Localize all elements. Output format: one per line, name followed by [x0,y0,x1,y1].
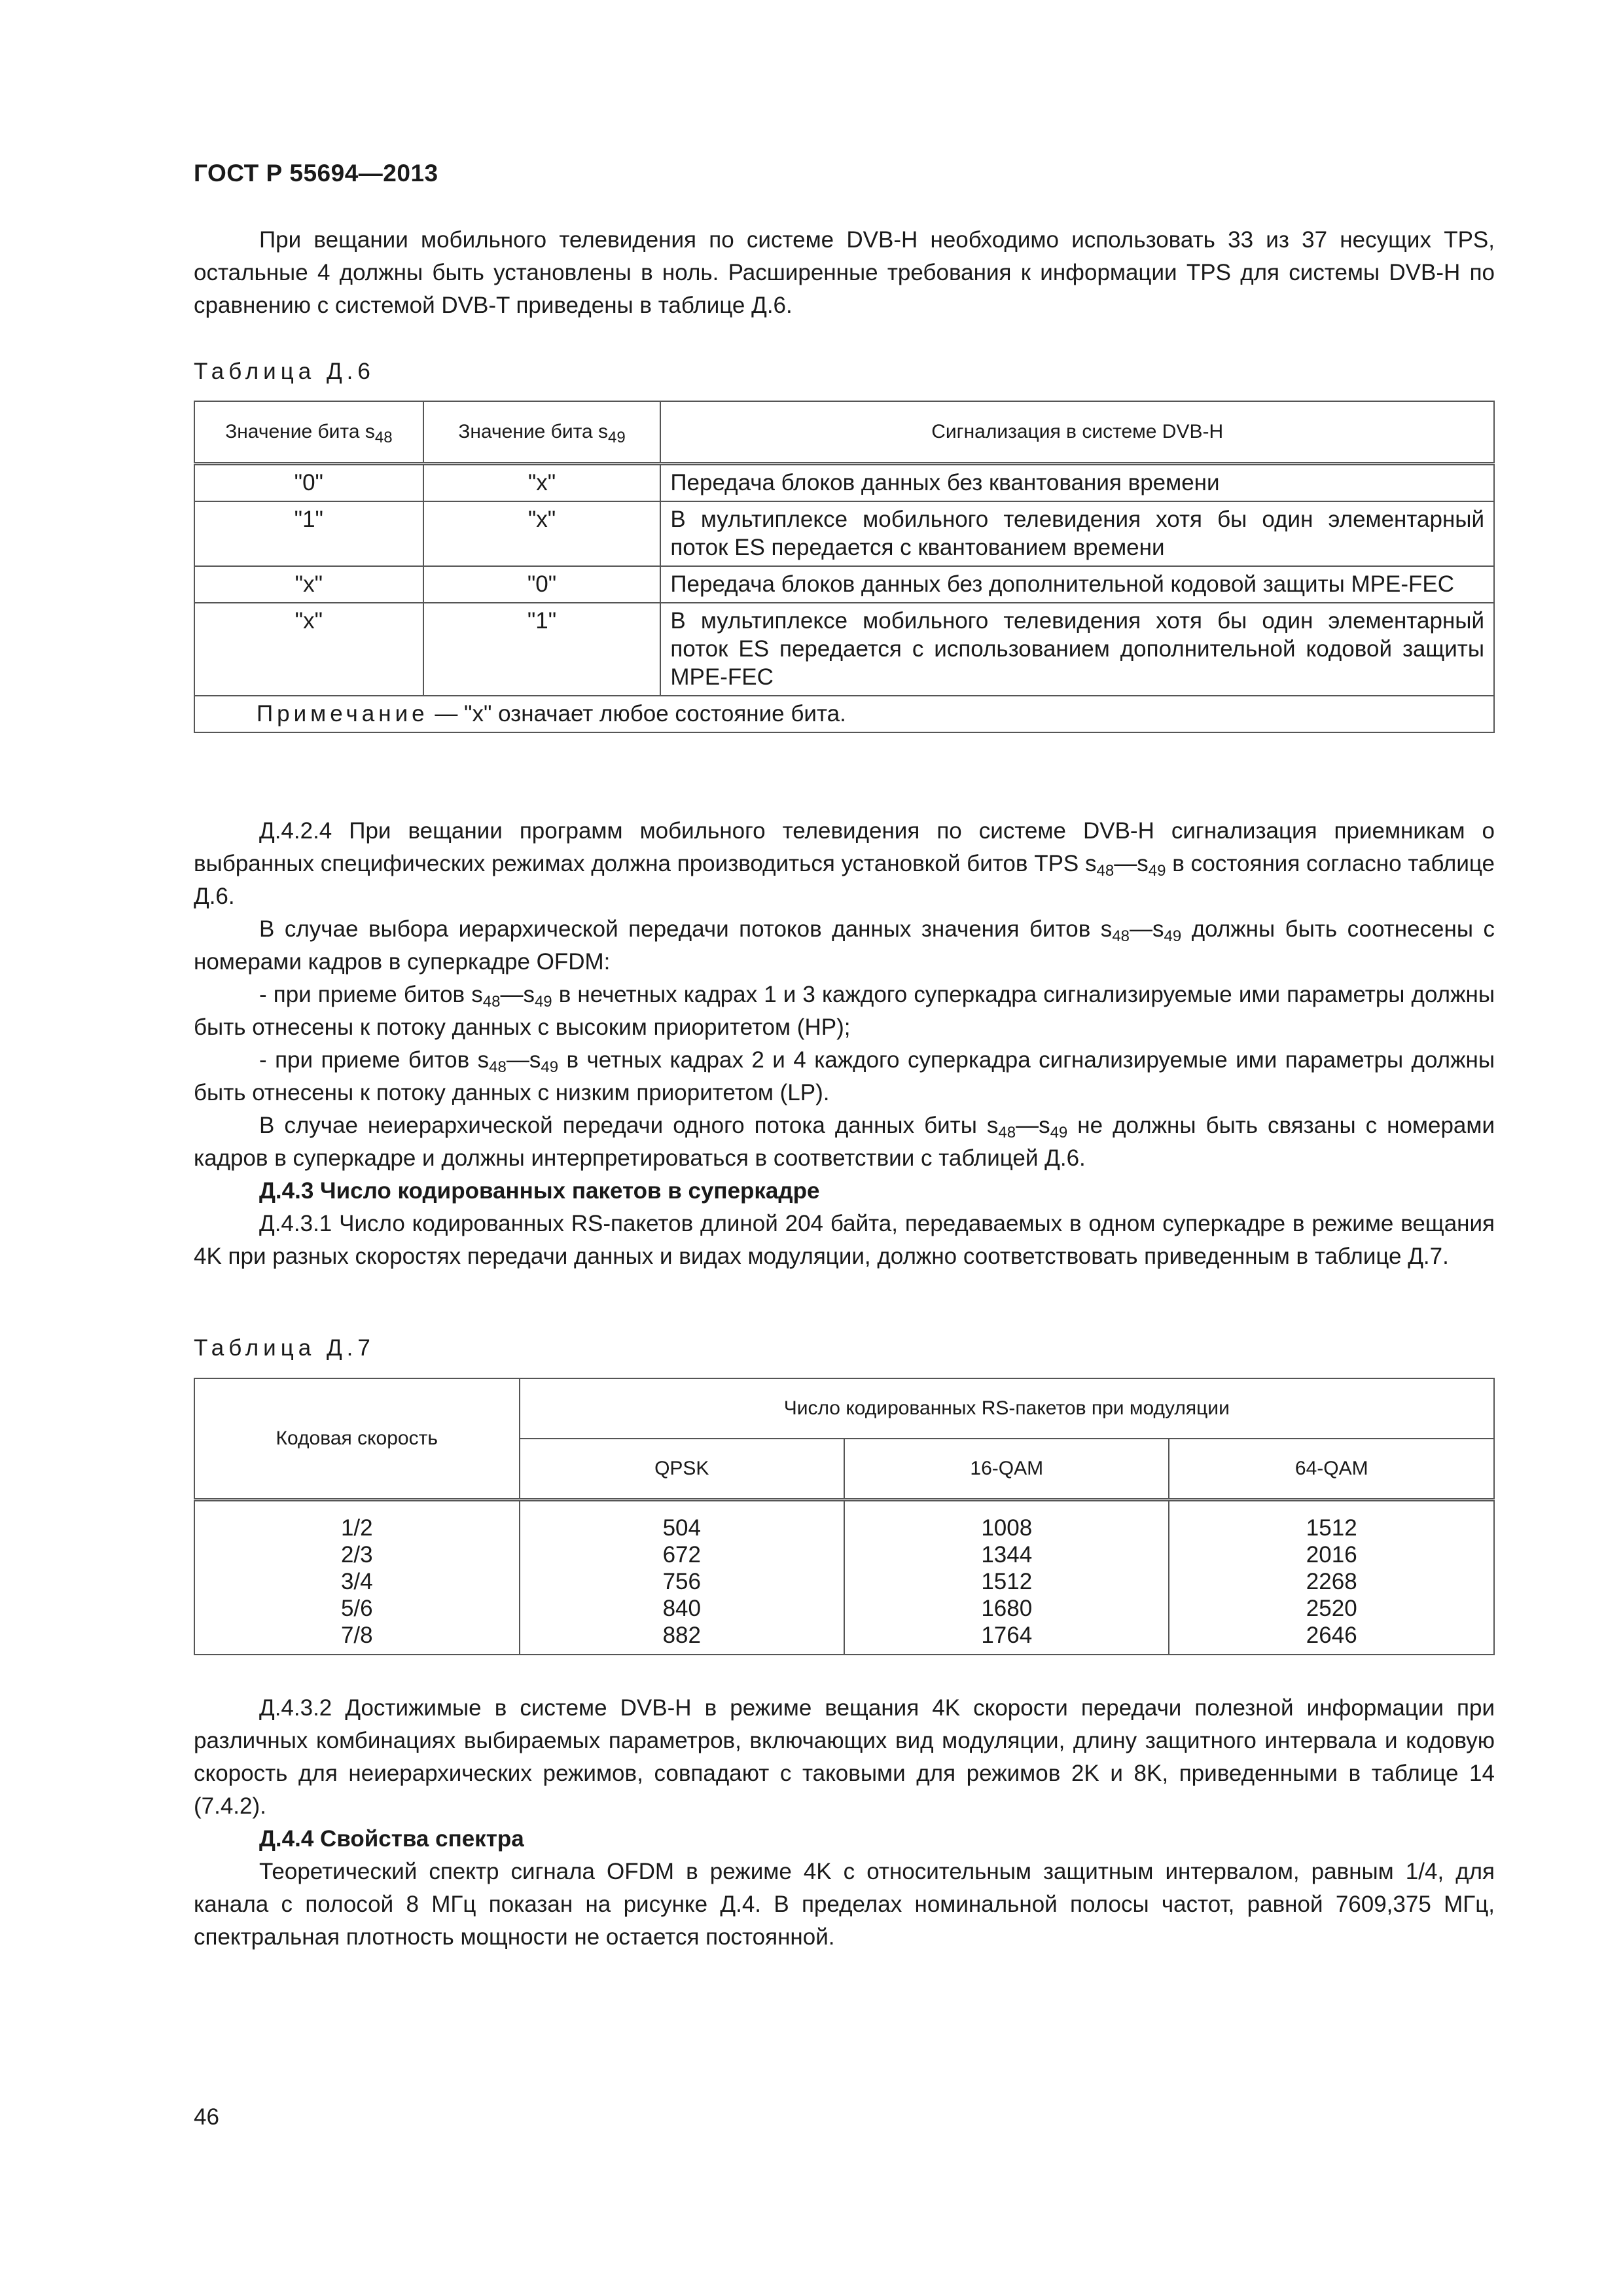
table-7-caption: Таблица Д.7 [194,1335,375,1361]
table-row [194,464,1494,502]
paragraph-d431: Д.4.3.1 Число кодированных RS-пакетов длиной 204 байта, передаваемых в одном суперкадре в режиме вещания 4K при разных скоростях передачи данных и видах модуляции, должно соответствовать приведенным в таблице Д.7. [194,1211,1495,1269]
paragraph-d424: Д.4.2.4 При вещании программ мобильного телевидения по системе DVB-H сигнализация приемникам о выбранных специфических режимах должна производиться установкой битов TPS $s_{48}—s_{49}$ в состояния согласно таблице Д.6. [194,818,1495,909]
col-header-16qam: 16-QAM [844,1439,1169,1500]
cell-qpsk-values: 504 672 756 840 882 [520,1500,844,1655]
table-6-header-row [194,401,1494,464]
cell-16qam-values: 1008 1344 1512 1680 1764 [844,1500,1169,1655]
col-header-group: Число кодированных RS-пакетов при модуляции [520,1378,1494,1439]
heading-d43: Д.4.3 Число кодированных пакетов в суперкадре [259,1178,820,1204]
table-6-note-row [194,696,1494,732]
cell-s49: "x" [423,501,661,566]
cell-signal: В мультиплексе мобильного телевидения хотя бы один элементарный поток ES передается с квантованием времени [660,501,1494,566]
cell-s48: "x" [194,566,423,603]
paragraph-hierarchical: В случае выбора иерархической передачи потоков данных значения битов $s_{48}—s_{49}$ должны быть соотнесены с номерами кадров в суперкадре OFDM: [194,916,1495,975]
cell-s48: "1" [194,501,423,566]
paragraph-d432: Д.4.3.2 Достижимые в системе DVB-H в режиме вещания 4K скорости передачи полезной информации при различных комбинациях выбираемых параметров, включающих вид модуляции, длину защитного интервала и кодовую скорость для неиерархических режимов, совпадают с таковыми для режимов 2K и 8K, приведенными в таблице 14 (7.4.2). [194,1695,1495,1819]
cell-s49: "x" [423,464,661,502]
section-d42-d43 [194,815,1495,1273]
cell-s48: "0" [194,464,423,502]
table-6-caption: Таблица Д.6 [194,359,375,384]
cell-signal: В мультиплексе мобильного телевидения хотя бы один элементарный поток ES передается с использованием дополнительной кодовой защиты MPE-FEC [660,603,1494,696]
col-header-code-rate: Кодовая скорость [194,1378,520,1500]
page-number: 46 [194,2104,219,2130]
table-row [194,566,1494,603]
section-d432-d44 [194,1692,1495,1954]
cell-signal: Передача блоков данных без квантования времени [660,464,1494,502]
cell-s49: "1" [423,603,661,696]
cell-signal: Передача блоков данных без дополнительной кодовой защиты MPE-FEC [660,566,1494,603]
note-text: — "x" означает любое состояние бита. [428,701,846,726]
paragraph-even-frames: - при приеме битов $s_{48}—s_{49}$ в четных кадрах 2 и 4 каждого суперкадра сигнализируемые ими параметры должны быть отнесены к потоку данных с низким приоритетом (LP). [194,1047,1495,1105]
cell-64qam-values: 1512 2016 2268 2520 2646 [1169,1500,1494,1655]
intro-section [194,224,1495,322]
paragraph-odd-frames: - при приеме битов $s_{48}—s_{49}$ в нечетных кадрах 1 и 3 каждого суперкадра сигнализируемые ими параметры должны быть отнесены к потоку данных с высоким приоритетом (HP); [194,982,1495,1040]
col-header-64qam: 64-QAM [1169,1439,1494,1500]
cell-s49: "0" [423,566,661,603]
heading-d44: Д.4.4 Свойства спектра [259,1826,524,1852]
paragraph-d44: Теоретический спектр сигнала OFDM в режиме 4K с относительным защитным интервалом, равным 1/4, для канала с полосой 8 МГц показан на рисунке Д.4. В пределах номинальной полосы частот, равной 7609,375 МГц, спектральная плотность мощности не остается постоянной. [194,1859,1495,1950]
col-header-s48: Значение бита $s_{48}$ [194,401,423,464]
table-6-note [194,696,1494,732]
intro-paragraph: При вещании мобильного телевидения по системе DVB-H необходимо использовать 33 из 37 несущих TPS, остальные 4 должны быть установлены в ноль. Расширенные требования к информации TPS для системы DVB-H по сравнению с системой DVB-T приведены в таблице Д.6. [194,227,1495,318]
col-header-signal: Сигнализация в системе DVB-H [660,401,1494,464]
paragraph-non-hierarchical: В случае неиерархической передачи одного потока данных биты $s_{48}—s_{49}$ не должны быть связаны с номерами кадров в суперкадре и должны интерпретироваться в соответствии с таблицей Д.6. [194,1113,1495,1171]
table-7 [194,1378,1495,1655]
cell-s48: "x" [194,603,423,696]
table-7-header-row [194,1378,1494,1439]
table-row [194,501,1494,566]
table-row [194,603,1494,696]
col-header-qpsk: QPSK [520,1439,844,1500]
table-6 [194,401,1495,733]
note-label: Примечание [257,701,429,726]
table-7-body-row [194,1500,1494,1655]
document-header: ГОСТ Р 55694—2013 [194,160,438,187]
cell-code-rates: 1/2 2/3 3/4 5/6 7/8 [194,1500,520,1655]
col-header-s49: Значение бита $s_{49}$ [423,401,661,464]
